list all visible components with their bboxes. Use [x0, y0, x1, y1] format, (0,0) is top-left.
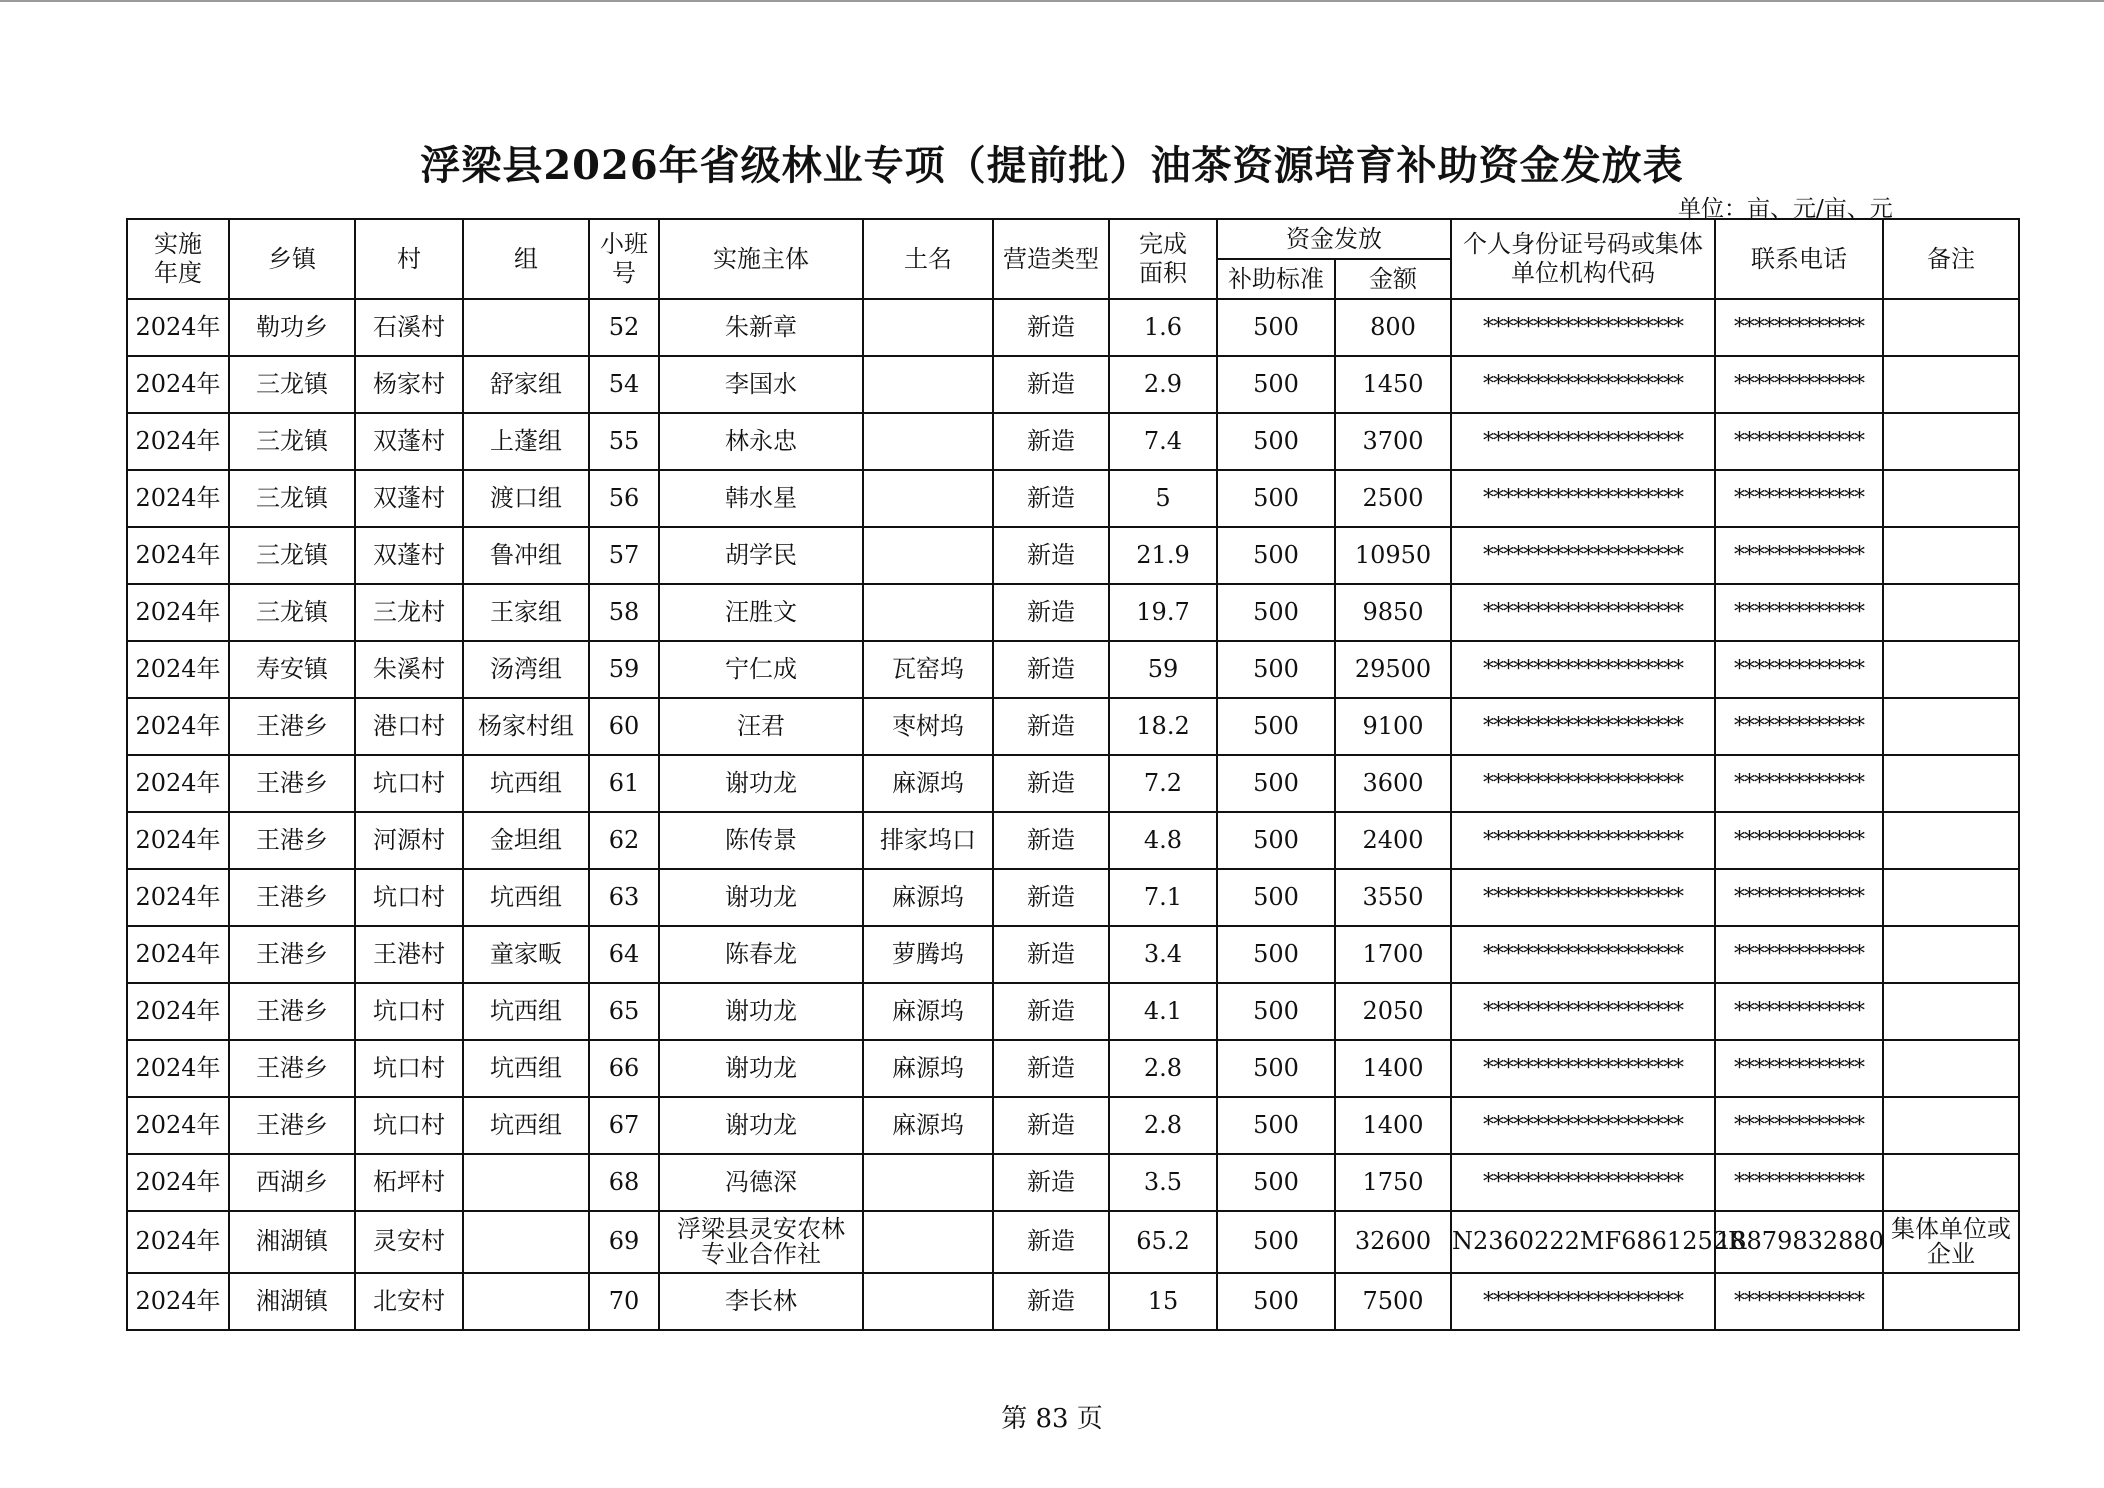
cell-place-name	[863, 1154, 993, 1211]
cell-area: 65.2	[1109, 1211, 1217, 1273]
cell-village: 坑口村	[355, 869, 463, 926]
cell-standard: 500	[1217, 1097, 1335, 1154]
cell-plot-no: 67	[589, 1097, 659, 1154]
cell-area: 3.4	[1109, 926, 1217, 983]
cell-standard: 500	[1217, 413, 1335, 470]
cell-amount: 1750	[1335, 1154, 1451, 1211]
cell-id-code: ********************	[1451, 299, 1715, 356]
cell-township: 王港乡	[229, 755, 355, 812]
cell-id-code: ********************	[1451, 584, 1715, 641]
cell-type: 新造	[993, 1040, 1109, 1097]
cell-plot-no: 69	[589, 1211, 659, 1273]
cell-township: 三龙镇	[229, 470, 355, 527]
header-township: 乡镇	[229, 219, 355, 299]
cell-group: 上蓬组	[463, 413, 589, 470]
cell-remark	[1883, 1097, 2019, 1154]
cell-id-code: ********************	[1451, 755, 1715, 812]
table-row	[127, 698, 2019, 755]
cell-township: 王港乡	[229, 812, 355, 869]
cell-id-code: ********************	[1451, 869, 1715, 926]
cell-plot-no: 57	[589, 527, 659, 584]
cell-phone: *************	[1715, 584, 1883, 641]
table-row	[127, 413, 2019, 470]
table-row	[127, 1040, 2019, 1097]
cell-village: 双蓬村	[355, 527, 463, 584]
table-row	[127, 527, 2019, 584]
cell-id-code: ********************	[1451, 1040, 1715, 1097]
cell-type: 新造	[993, 812, 1109, 869]
cell-place-name: 麻源坞	[863, 869, 993, 926]
cell-place-name: 枣树坞	[863, 698, 993, 755]
cell-area: 4.1	[1109, 983, 1217, 1040]
cell-place-name: 瓦窑坞	[863, 641, 993, 698]
cell-type: 新造	[993, 755, 1109, 812]
cell-area: 2.8	[1109, 1040, 1217, 1097]
cell-area: 18.2	[1109, 698, 1217, 755]
cell-year: 2024年	[127, 470, 229, 527]
cell-type: 新造	[993, 470, 1109, 527]
cell-id-code: ********************	[1451, 1273, 1715, 1330]
cell-village: 坑口村	[355, 1097, 463, 1154]
cell-place-name: 麻源坞	[863, 1040, 993, 1097]
cell-type: 新造	[993, 413, 1109, 470]
header-type: 营造类型	[993, 219, 1109, 299]
cell-plot-no: 54	[589, 356, 659, 413]
cell-type: 新造	[993, 1211, 1109, 1273]
cell-place-name	[863, 584, 993, 641]
cell-amount: 10950	[1335, 527, 1451, 584]
cell-village: 坑口村	[355, 1040, 463, 1097]
cell-village: 朱溪村	[355, 641, 463, 698]
cell-year: 2024年	[127, 527, 229, 584]
cell-township: 王港乡	[229, 698, 355, 755]
cell-phone: *************	[1715, 812, 1883, 869]
cell-standard: 500	[1217, 983, 1335, 1040]
cell-entity: 李长林	[659, 1273, 863, 1330]
cell-type: 新造	[993, 1154, 1109, 1211]
cell-area: 2.8	[1109, 1097, 1217, 1154]
cell-group: 坑西组	[463, 983, 589, 1040]
header-remark: 备注	[1883, 219, 2019, 299]
cell-village: 北安村	[355, 1273, 463, 1330]
cell-township: 三龙镇	[229, 356, 355, 413]
cell-phone: *************	[1715, 641, 1883, 698]
cell-village: 坑口村	[355, 983, 463, 1040]
cell-area: 59	[1109, 641, 1217, 698]
cell-remark	[1883, 926, 2019, 983]
cell-standard: 500	[1217, 356, 1335, 413]
cell-amount: 3600	[1335, 755, 1451, 812]
table-body	[127, 299, 2019, 1330]
cell-amount: 3550	[1335, 869, 1451, 926]
cell-group: 坑西组	[463, 755, 589, 812]
cell-township: 勒功乡	[229, 299, 355, 356]
cell-plot-no: 52	[589, 299, 659, 356]
cell-id-code: ********************	[1451, 983, 1715, 1040]
cell-year: 2024年	[127, 299, 229, 356]
cell-village: 三龙村	[355, 584, 463, 641]
cell-id-code: ********************	[1451, 812, 1715, 869]
cell-place-name: 排家坞口	[863, 812, 993, 869]
table-row	[127, 926, 2019, 983]
cell-remark	[1883, 983, 2019, 1040]
cell-id-code: ********************	[1451, 1154, 1715, 1211]
cell-year: 2024年	[127, 1273, 229, 1330]
cell-village: 双蓬村	[355, 413, 463, 470]
cell-place-name	[863, 356, 993, 413]
cell-place-name: 麻源坞	[863, 1097, 993, 1154]
table-row	[127, 641, 2019, 698]
header-funding: 资金发放	[1217, 219, 1451, 259]
cell-plot-no: 63	[589, 869, 659, 926]
cell-entity: 汪君	[659, 698, 863, 755]
cell-village: 王港村	[355, 926, 463, 983]
cell-township: 三龙镇	[229, 413, 355, 470]
header-village: 村	[355, 219, 463, 299]
cell-plot-no: 70	[589, 1273, 659, 1330]
cell-id-code: ********************	[1451, 470, 1715, 527]
cell-area: 15	[1109, 1273, 1217, 1330]
cell-phone: *************	[1715, 1040, 1883, 1097]
cell-type: 新造	[993, 698, 1109, 755]
cell-amount: 9100	[1335, 698, 1451, 755]
table-row	[127, 584, 2019, 641]
cell-year: 2024年	[127, 641, 229, 698]
cell-type: 新造	[993, 1273, 1109, 1330]
cell-remark	[1883, 299, 2019, 356]
cell-id-code: ********************	[1451, 413, 1715, 470]
cell-group: 坑西组	[463, 1097, 589, 1154]
cell-group	[463, 1273, 589, 1330]
cell-year: 2024年	[127, 812, 229, 869]
cell-amount: 3700	[1335, 413, 1451, 470]
header-entity: 实施主体	[659, 219, 863, 299]
cell-place-name	[863, 1211, 993, 1273]
cell-township: 王港乡	[229, 1097, 355, 1154]
page-number: 第 83 页	[1001, 1404, 1103, 1434]
cell-entity: 汪胜文	[659, 584, 863, 641]
cell-place-name	[863, 299, 993, 356]
cell-group	[463, 1154, 589, 1211]
cell-type: 新造	[993, 356, 1109, 413]
cell-type: 新造	[993, 299, 1109, 356]
table-row	[127, 470, 2019, 527]
cell-plot-no: 65	[589, 983, 659, 1040]
cell-township: 王港乡	[229, 926, 355, 983]
cell-year: 2024年	[127, 869, 229, 926]
cell-village: 柘坪村	[355, 1154, 463, 1211]
cell-id-code: ********************	[1451, 698, 1715, 755]
cell-remark: 集体单位或企业	[1883, 1211, 2019, 1273]
header-id-code: 个人身份证号码或集体单位机构代码	[1451, 219, 1715, 299]
cell-entity: 陈传景	[659, 812, 863, 869]
cell-standard: 500	[1217, 1154, 1335, 1211]
cell-amount: 2500	[1335, 470, 1451, 527]
cell-type: 新造	[993, 527, 1109, 584]
table-row	[127, 1154, 2019, 1211]
cell-area: 4.8	[1109, 812, 1217, 869]
cell-remark	[1883, 641, 2019, 698]
cell-standard: 500	[1217, 527, 1335, 584]
cell-area: 5	[1109, 470, 1217, 527]
cell-entity: 谢功龙	[659, 983, 863, 1040]
cell-standard: 500	[1217, 755, 1335, 812]
cell-entity: 胡学民	[659, 527, 863, 584]
cell-place-name	[863, 470, 993, 527]
cell-group: 坑西组	[463, 869, 589, 926]
header-year: 实施年度	[127, 219, 229, 299]
document-title: 浮梁县2026年省级林业专项（提前批）油茶资源培育补助资金发放表	[420, 142, 1684, 189]
cell-entity: 宁仁成	[659, 641, 863, 698]
table-row	[127, 299, 2019, 356]
cell-place-name: 麻源坞	[863, 983, 993, 1040]
cell-village: 河源村	[355, 812, 463, 869]
cell-phone: *************	[1715, 1273, 1883, 1330]
cell-plot-no: 56	[589, 470, 659, 527]
cell-phone: *************	[1715, 356, 1883, 413]
cell-entity: 李国水	[659, 356, 863, 413]
cell-village: 灵安村	[355, 1211, 463, 1273]
cell-plot-no: 62	[589, 812, 659, 869]
cell-phone: *************	[1715, 698, 1883, 755]
cell-standard: 500	[1217, 812, 1335, 869]
header-group: 组	[463, 219, 589, 299]
cell-year: 2024年	[127, 1097, 229, 1154]
cell-id-code: ********************	[1451, 1097, 1715, 1154]
page-top-border	[0, 0, 2104, 2]
cell-id-code: ********************	[1451, 356, 1715, 413]
cell-area: 7.4	[1109, 413, 1217, 470]
cell-phone: *************	[1715, 413, 1883, 470]
cell-year: 2024年	[127, 926, 229, 983]
cell-group: 金坦组	[463, 812, 589, 869]
cell-entity: 浮梁县灵安农林专业合作社	[659, 1211, 863, 1273]
header-standard: 补助标准	[1217, 259, 1335, 299]
header-place-name: 土名	[863, 219, 993, 299]
cell-amount: 800	[1335, 299, 1451, 356]
cell-phone: *************	[1715, 527, 1883, 584]
cell-place-name	[863, 527, 993, 584]
unit-note: 单位：亩、元/亩、元	[1678, 196, 1893, 222]
cell-amount: 7500	[1335, 1273, 1451, 1330]
cell-remark	[1883, 584, 2019, 641]
table-row	[127, 1097, 2019, 1154]
cell-type: 新造	[993, 641, 1109, 698]
cell-village: 双蓬村	[355, 470, 463, 527]
cell-place-name: 萝腾坞	[863, 926, 993, 983]
cell-amount: 2400	[1335, 812, 1451, 869]
cell-entity: 冯德深	[659, 1154, 863, 1211]
cell-township: 王港乡	[229, 983, 355, 1040]
cell-amount: 9850	[1335, 584, 1451, 641]
cell-plot-no: 68	[589, 1154, 659, 1211]
cell-phone: *************	[1715, 869, 1883, 926]
cell-entity: 谢功龙	[659, 1097, 863, 1154]
cell-entity: 韩水星	[659, 470, 863, 527]
cell-amount: 29500	[1335, 641, 1451, 698]
cell-entity: 谢功龙	[659, 869, 863, 926]
cell-plot-no: 60	[589, 698, 659, 755]
table-row	[127, 1273, 2019, 1330]
cell-standard: 500	[1217, 698, 1335, 755]
cell-area: 3.5	[1109, 1154, 1217, 1211]
cell-plot-no: 61	[589, 755, 659, 812]
cell-phone: *************	[1715, 299, 1883, 356]
cell-plot-no: 58	[589, 584, 659, 641]
cell-group	[463, 1211, 589, 1273]
cell-group: 杨家村组	[463, 698, 589, 755]
cell-type: 新造	[993, 983, 1109, 1040]
cell-township: 寿安镇	[229, 641, 355, 698]
cell-year: 2024年	[127, 413, 229, 470]
table-row	[127, 1211, 2019, 1273]
cell-entity: 陈春龙	[659, 926, 863, 983]
cell-standard: 500	[1217, 584, 1335, 641]
cell-remark	[1883, 755, 2019, 812]
cell-entity: 林永忠	[659, 413, 863, 470]
cell-standard: 500	[1217, 1273, 1335, 1330]
cell-year: 2024年	[127, 356, 229, 413]
cell-phone: *************	[1715, 1154, 1883, 1211]
cell-id-code: ********************	[1451, 641, 1715, 698]
cell-year: 2024年	[127, 1211, 229, 1273]
cell-plot-no: 66	[589, 1040, 659, 1097]
cell-year: 2024年	[127, 755, 229, 812]
cell-entity: 谢功龙	[659, 1040, 863, 1097]
cell-entity: 谢功龙	[659, 755, 863, 812]
cell-amount: 1400	[1335, 1097, 1451, 1154]
cell-township: 湘湖镇	[229, 1211, 355, 1273]
cell-type: 新造	[993, 869, 1109, 926]
cell-phone: 18879832880	[1715, 1211, 1883, 1273]
cell-year: 2024年	[127, 983, 229, 1040]
cell-village: 坑口村	[355, 755, 463, 812]
cell-standard: 500	[1217, 299, 1335, 356]
cell-id-code: N2360222MF6861252R	[1451, 1211, 1715, 1273]
cell-village: 杨家村	[355, 356, 463, 413]
cell-remark	[1883, 413, 2019, 470]
cell-township: 西湖乡	[229, 1154, 355, 1211]
cell-plot-no: 59	[589, 641, 659, 698]
cell-township: 三龙镇	[229, 584, 355, 641]
cell-year: 2024年	[127, 1154, 229, 1211]
cell-year: 2024年	[127, 1040, 229, 1097]
cell-remark	[1883, 698, 2019, 755]
cell-standard: 500	[1217, 470, 1335, 527]
cell-phone: *************	[1715, 926, 1883, 983]
subsidy-table	[126, 218, 2020, 1331]
cell-village: 港口村	[355, 698, 463, 755]
cell-entity: 朱新章	[659, 299, 863, 356]
cell-remark	[1883, 1040, 2019, 1097]
cell-amount: 32600	[1335, 1211, 1451, 1273]
cell-group: 坑西组	[463, 1040, 589, 1097]
table-row	[127, 755, 2019, 812]
cell-id-code: ********************	[1451, 527, 1715, 584]
cell-phone: *************	[1715, 755, 1883, 812]
cell-group: 汤湾组	[463, 641, 589, 698]
cell-area: 2.9	[1109, 356, 1217, 413]
cell-group: 渡口组	[463, 470, 589, 527]
cell-amount: 1450	[1335, 356, 1451, 413]
cell-township: 王港乡	[229, 869, 355, 926]
cell-remark	[1883, 869, 2019, 926]
cell-type: 新造	[993, 926, 1109, 983]
cell-plot-no: 64	[589, 926, 659, 983]
cell-place-name: 麻源坞	[863, 755, 993, 812]
cell-remark	[1883, 1154, 2019, 1211]
table-row	[127, 356, 2019, 413]
cell-standard: 500	[1217, 1040, 1335, 1097]
cell-group: 鲁冲组	[463, 527, 589, 584]
cell-place-name	[863, 1273, 993, 1330]
table-row	[127, 869, 2019, 926]
cell-township: 王港乡	[229, 1040, 355, 1097]
cell-village: 石溪村	[355, 299, 463, 356]
cell-amount: 1700	[1335, 926, 1451, 983]
cell-id-code: ********************	[1451, 926, 1715, 983]
cell-type: 新造	[993, 1097, 1109, 1154]
cell-year: 2024年	[127, 584, 229, 641]
cell-standard: 500	[1217, 869, 1335, 926]
cell-phone: *************	[1715, 983, 1883, 1040]
cell-group	[463, 299, 589, 356]
cell-standard: 500	[1217, 641, 1335, 698]
cell-area: 19.7	[1109, 584, 1217, 641]
cell-township: 湘湖镇	[229, 1273, 355, 1330]
cell-phone: *************	[1715, 470, 1883, 527]
cell-amount: 2050	[1335, 983, 1451, 1040]
cell-group: 舒家组	[463, 356, 589, 413]
cell-remark	[1883, 1273, 2019, 1330]
cell-area: 7.1	[1109, 869, 1217, 926]
header-phone: 联系电话	[1715, 219, 1883, 299]
table-row	[127, 812, 2019, 869]
cell-remark	[1883, 812, 2019, 869]
table-row	[127, 983, 2019, 1040]
header-plot-no: 小班号	[589, 219, 659, 299]
cell-phone: *************	[1715, 1097, 1883, 1154]
header-amount: 金额	[1335, 259, 1451, 299]
cell-standard: 500	[1217, 926, 1335, 983]
cell-area: 7.2	[1109, 755, 1217, 812]
cell-remark	[1883, 356, 2019, 413]
cell-type: 新造	[993, 584, 1109, 641]
cell-amount: 1400	[1335, 1040, 1451, 1097]
cell-area: 1.6	[1109, 299, 1217, 356]
cell-remark	[1883, 527, 2019, 584]
cell-township: 三龙镇	[229, 527, 355, 584]
cell-plot-no: 55	[589, 413, 659, 470]
cell-standard: 500	[1217, 1211, 1335, 1273]
cell-place-name	[863, 413, 993, 470]
header-area: 完成面积	[1109, 219, 1217, 299]
cell-area: 21.9	[1109, 527, 1217, 584]
cell-year: 2024年	[127, 698, 229, 755]
cell-group: 王家组	[463, 584, 589, 641]
cell-remark	[1883, 470, 2019, 527]
cell-group: 童家畈	[463, 926, 589, 983]
